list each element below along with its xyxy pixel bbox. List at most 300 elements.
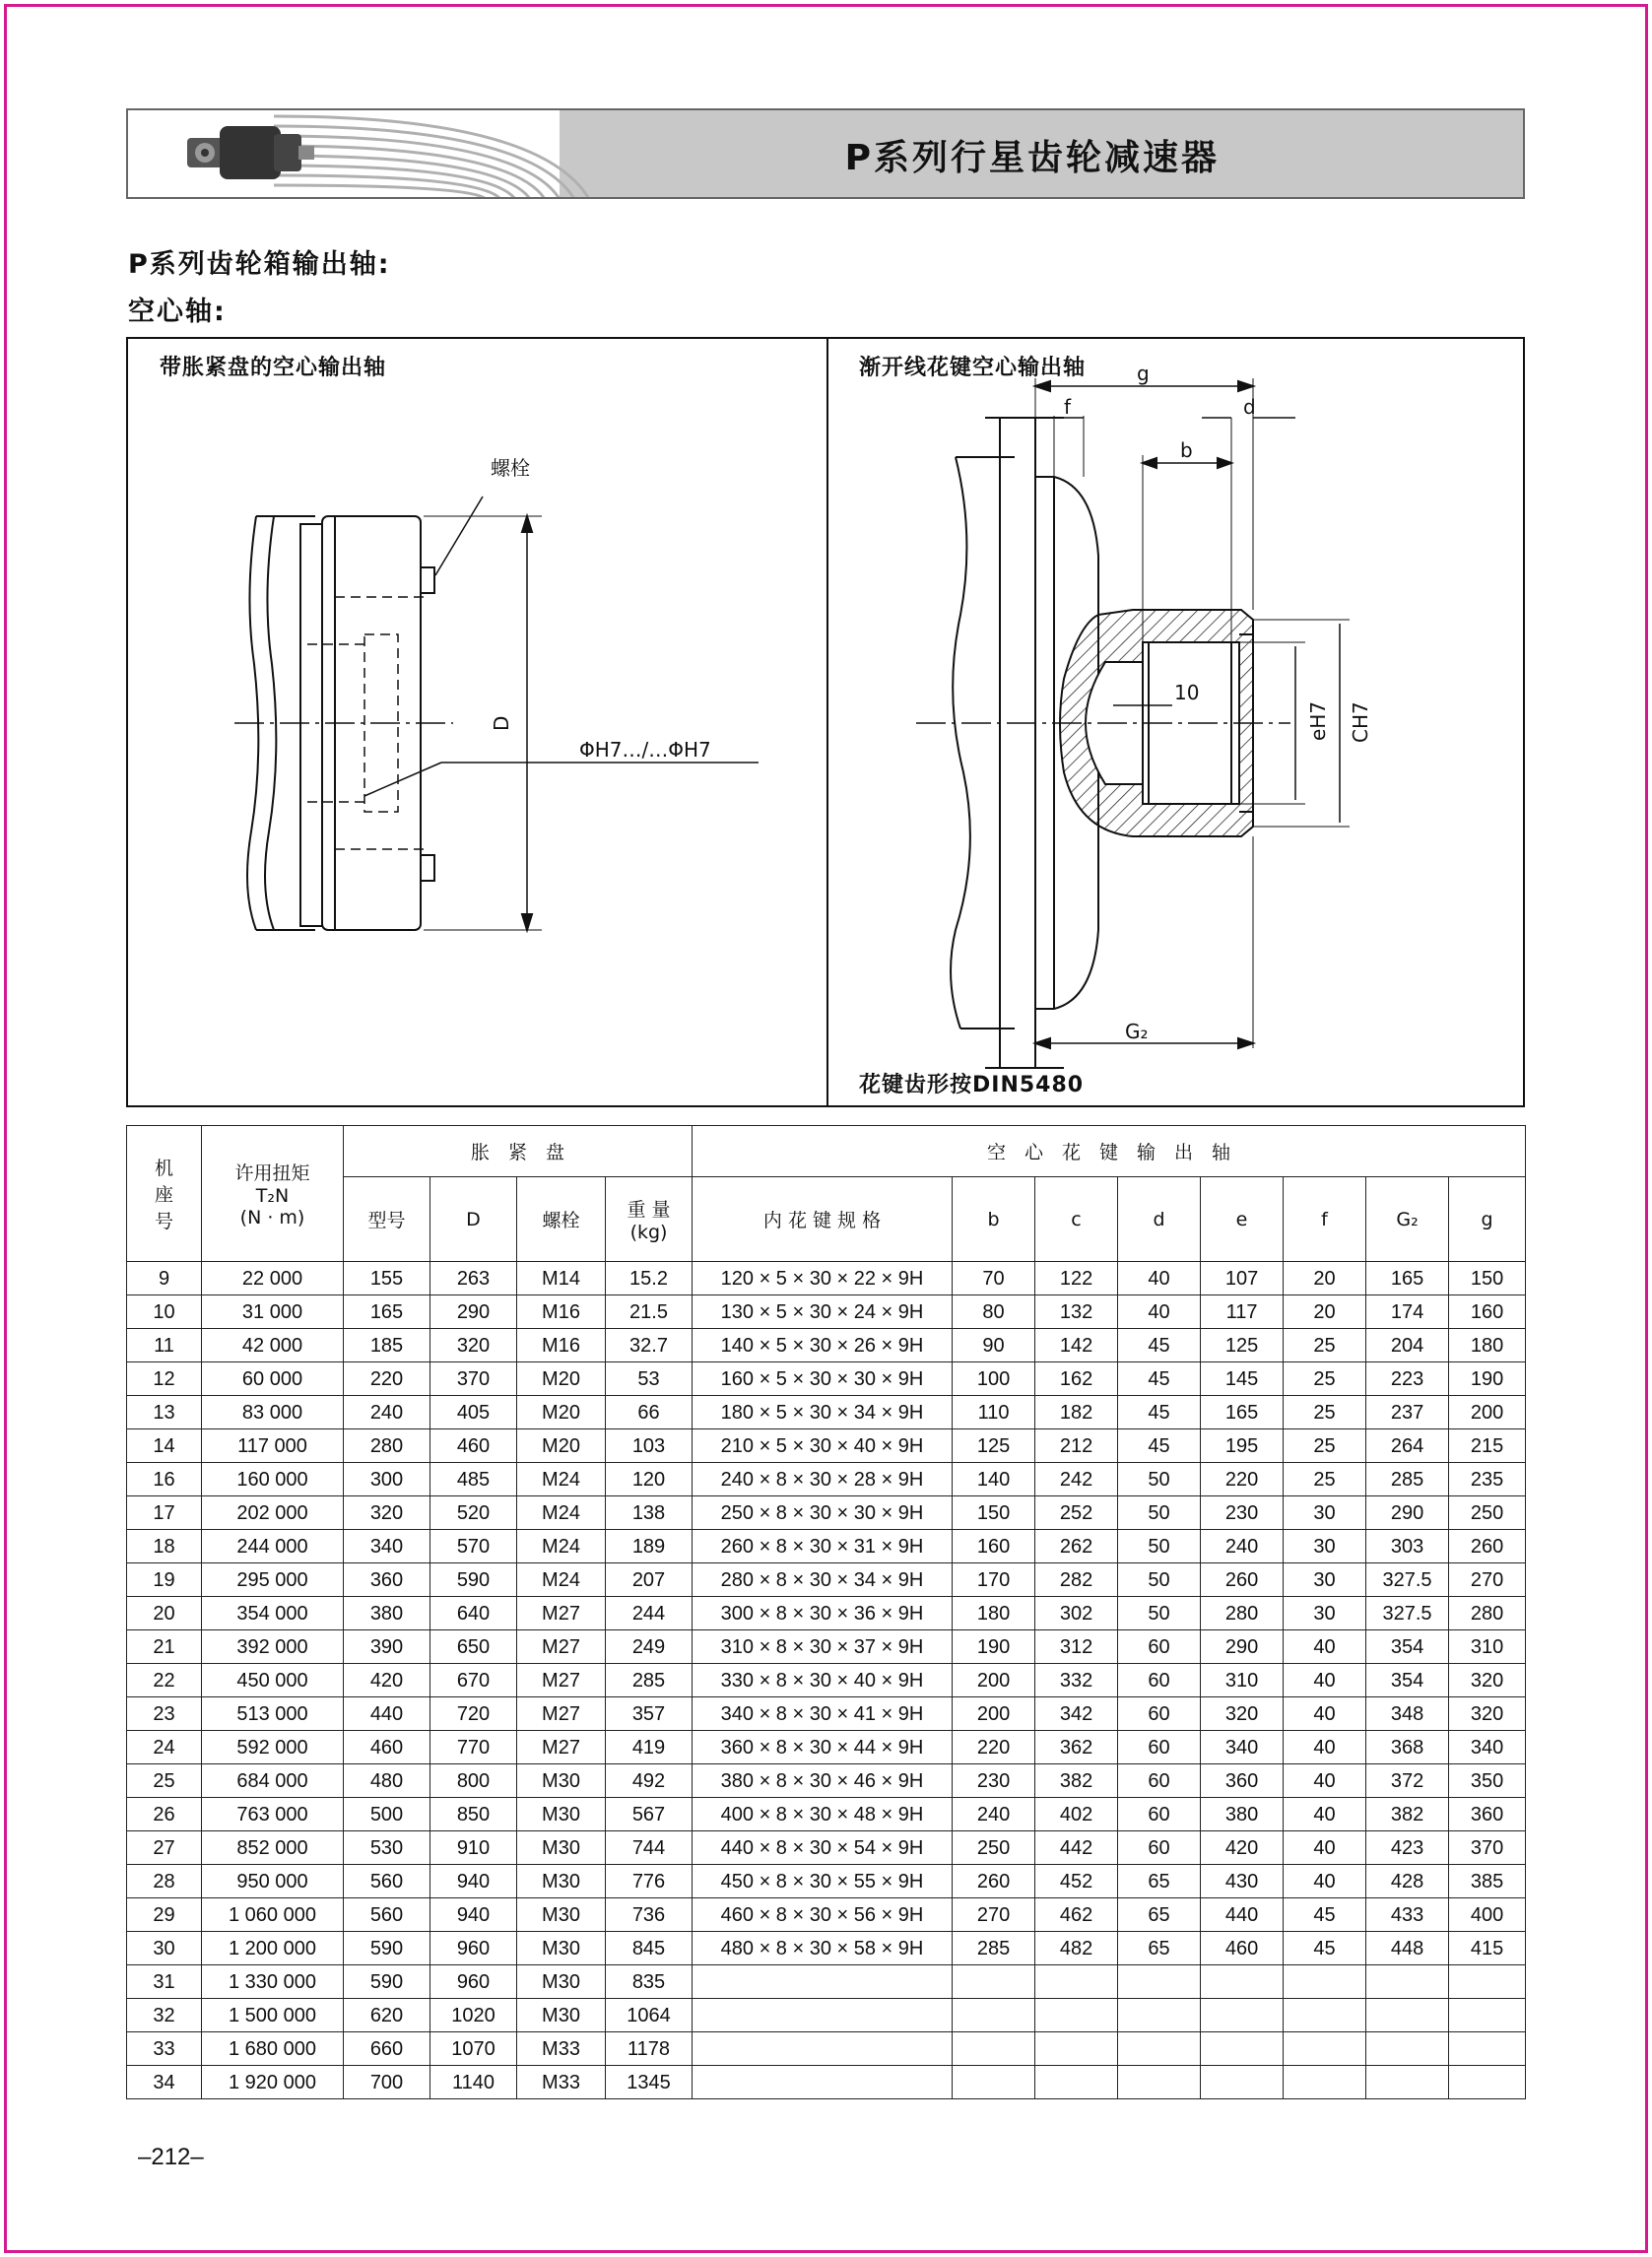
- table-cell: 25: [1284, 1429, 1366, 1463]
- table-cell: 165: [1366, 1262, 1449, 1295]
- table-cell: 60 000: [202, 1362, 344, 1396]
- table-cell: 200: [1449, 1396, 1526, 1429]
- table-cell: 720: [430, 1697, 517, 1731]
- page-number: –212–: [138, 2144, 204, 2170]
- table-cell: M20: [517, 1362, 606, 1396]
- table-cell: 30: [1284, 1496, 1366, 1530]
- header-g2: G₂: [1366, 1177, 1449, 1262]
- table-cell: 440: [344, 1697, 430, 1731]
- table-cell: [1449, 2066, 1526, 2099]
- table-cell: 200: [953, 1697, 1035, 1731]
- table-cell: 240: [1201, 1530, 1284, 1563]
- table-cell: 190: [1449, 1362, 1526, 1396]
- table-cell: 500: [344, 1798, 430, 1831]
- table-cell: [1449, 1999, 1526, 2032]
- table-cell: 160: [1449, 1295, 1526, 1329]
- table-cell: 30: [127, 1932, 202, 1965]
- header-c: c: [1035, 1177, 1118, 1262]
- header-shrink-disc: 胀 紧 盘: [344, 1126, 693, 1177]
- table-cell: 100: [953, 1362, 1035, 1396]
- table-cell: 670: [430, 1664, 517, 1697]
- table-cell: 263: [430, 1262, 517, 1295]
- table-cell: 270: [953, 1898, 1035, 1932]
- table-cell: M20: [517, 1396, 606, 1429]
- table-cell: M30: [517, 1798, 606, 1831]
- table-cell: M14: [517, 1262, 606, 1295]
- table-cell: 80: [953, 1295, 1035, 1329]
- table-cell: 910: [430, 1831, 517, 1865]
- table-row: [127, 1932, 1526, 1965]
- table-cell: 320: [1449, 1664, 1526, 1697]
- table-cell: 440 × 8 × 30 × 54 × 9H: [693, 1831, 953, 1865]
- table-cell: 370: [430, 1362, 517, 1396]
- table-cell: [1449, 2032, 1526, 2066]
- table-cell: 170: [953, 1563, 1035, 1597]
- table-cell: 415: [1449, 1932, 1526, 1965]
- table-row: [127, 1295, 1526, 1329]
- table-cell: 250: [953, 1831, 1035, 1865]
- table-cell: 950 000: [202, 1865, 344, 1898]
- table-cell: 262: [1035, 1530, 1118, 1563]
- table-cell: [1035, 1999, 1118, 2032]
- table-cell: M30: [517, 1831, 606, 1865]
- table-cell: 450 × 8 × 30 × 55 × 9H: [693, 1865, 953, 1898]
- table-cell: 50: [1118, 1597, 1201, 1630]
- table-cell: 327.5: [1366, 1597, 1449, 1630]
- table-cell: M30: [517, 1898, 606, 1932]
- table-cell: [1118, 1965, 1201, 1999]
- table-row: [127, 1463, 1526, 1496]
- table-cell: 419: [606, 1731, 693, 1764]
- table-cell: 117 000: [202, 1429, 344, 1463]
- table-cell: 1 060 000: [202, 1898, 344, 1932]
- table-cell: M27: [517, 1630, 606, 1664]
- table-cell: 770: [430, 1731, 517, 1764]
- table-row: [127, 1630, 1526, 1664]
- table-cell: [1118, 1999, 1201, 2032]
- table-cell: 160: [953, 1530, 1035, 1563]
- table-cell: 150: [953, 1496, 1035, 1530]
- table-cell: [693, 2066, 953, 2099]
- table-cell: 204: [1366, 1329, 1449, 1362]
- table-cell: 180: [953, 1597, 1035, 1630]
- table-cell: 60: [1118, 1664, 1201, 1697]
- table-cell: 320: [430, 1329, 517, 1362]
- table-cell: 240 × 8 × 30 × 28 × 9H: [693, 1463, 953, 1496]
- table-cell: 650: [430, 1630, 517, 1664]
- table-cell: 30: [1284, 1530, 1366, 1563]
- table-cell: 312: [1035, 1630, 1118, 1664]
- table-cell: [1284, 1999, 1366, 2032]
- table-cell: 40: [1118, 1262, 1201, 1295]
- table-cell: 90: [953, 1329, 1035, 1362]
- table-cell: 360 × 8 × 30 × 44 × 9H: [693, 1731, 953, 1764]
- table-cell: 40: [1118, 1295, 1201, 1329]
- g-dimension-label: g: [1137, 362, 1150, 385]
- ten-dimension-label: 10: [1174, 681, 1200, 704]
- table-cell: 30: [1284, 1597, 1366, 1630]
- header-weight: 重 量 (kg): [606, 1177, 693, 1262]
- table-cell: 60: [1118, 1798, 1201, 1831]
- table-cell: 22 000: [202, 1262, 344, 1295]
- table-cell: 9: [127, 1262, 202, 1295]
- table-cell: 50: [1118, 1530, 1201, 1563]
- table-cell: 684 000: [202, 1764, 344, 1798]
- table-cell: M24: [517, 1530, 606, 1563]
- table-cell: [1284, 1965, 1366, 1999]
- table-cell: 120 × 5 × 30 × 22 × 9H: [693, 1262, 953, 1295]
- table-cell: 220: [1201, 1463, 1284, 1496]
- table-row: [127, 1965, 1526, 1999]
- table-cell: 162: [1035, 1362, 1118, 1396]
- table-cell: 300: [344, 1463, 430, 1496]
- table-cell: 45: [1118, 1429, 1201, 1463]
- table-cell: 482: [1035, 1932, 1118, 1965]
- table-row: [127, 1496, 1526, 1530]
- table-cell: 590: [430, 1563, 517, 1597]
- table-cell: 103: [606, 1429, 693, 1463]
- table-cell: [1201, 1999, 1284, 2032]
- table-cell: M30: [517, 1764, 606, 1798]
- section-title-output-shaft: P系列齿轮箱输出轴:: [128, 249, 391, 280]
- table-body: [127, 1262, 1526, 2099]
- table-cell: 244: [606, 1597, 693, 1630]
- table-cell: 390: [344, 1630, 430, 1664]
- table-cell: 260: [953, 1865, 1035, 1898]
- header-d: D: [430, 1177, 517, 1262]
- table-cell: [1284, 2032, 1366, 2066]
- table-cell: 150: [1449, 1262, 1526, 1295]
- table-cell: M27: [517, 1697, 606, 1731]
- table-cell: 40: [1284, 1630, 1366, 1664]
- table-cell: 423: [1366, 1831, 1449, 1865]
- table-cell: [953, 2032, 1035, 2066]
- table-cell: 185: [344, 1329, 430, 1362]
- table-cell: 13: [127, 1396, 202, 1429]
- table-cell: 65: [1118, 1898, 1201, 1932]
- table-cell: [1201, 1965, 1284, 1999]
- table-cell: 736: [606, 1898, 693, 1932]
- table-cell: 433: [1366, 1898, 1449, 1932]
- table-cell: 460: [344, 1731, 430, 1764]
- table-cell: 60: [1118, 1697, 1201, 1731]
- table-cell: M30: [517, 1932, 606, 1965]
- table-cell: 280: [1449, 1597, 1526, 1630]
- table-cell: 300 × 8 × 30 × 36 × 9H: [693, 1597, 953, 1630]
- table-cell: 340: [344, 1530, 430, 1563]
- table-cell: 180: [1449, 1329, 1526, 1362]
- table-row: [127, 1865, 1526, 1898]
- table-cell: 40: [1284, 1697, 1366, 1731]
- table-cell: 50: [1118, 1563, 1201, 1597]
- table-cell: 1140: [430, 2066, 517, 2099]
- table-cell: 620: [344, 1999, 430, 2032]
- header-bolt: 螺栓: [517, 1177, 606, 1262]
- table-cell: 182: [1035, 1396, 1118, 1429]
- table-cell: 428: [1366, 1865, 1449, 1898]
- header-band: [126, 108, 1525, 199]
- table-cell: 940: [430, 1898, 517, 1932]
- table-cell: 340: [1449, 1731, 1526, 1764]
- table-cell: 310: [1449, 1630, 1526, 1664]
- table-cell: 60: [1118, 1764, 1201, 1798]
- table-cell: 382: [1035, 1764, 1118, 1798]
- table-cell: 202 000: [202, 1496, 344, 1530]
- d-dimension-label: D: [490, 715, 513, 731]
- table-cell: 190: [953, 1630, 1035, 1664]
- table-cell: 189: [606, 1530, 693, 1563]
- table-cell: 220: [344, 1362, 430, 1396]
- table-cell: 370: [1449, 1831, 1526, 1865]
- table-cell: 442: [1035, 1831, 1118, 1865]
- gearbox-thumbnail-icon: [187, 126, 314, 179]
- table-cell: 282: [1035, 1563, 1118, 1597]
- table-cell: 310: [1201, 1664, 1284, 1697]
- table-cell: [953, 1999, 1035, 2032]
- table-cell: 212: [1035, 1429, 1118, 1463]
- table-cell: 45: [1118, 1362, 1201, 1396]
- dimensions-table: [126, 1125, 1526, 2099]
- table-cell: 250: [1449, 1496, 1526, 1530]
- table-cell: 590: [344, 1932, 430, 1965]
- table-cell: 290: [1201, 1630, 1284, 1664]
- table-cell: 260 × 8 × 30 × 31 × 9H: [693, 1530, 953, 1563]
- table-cell: M30: [517, 1865, 606, 1898]
- table-cell: 50: [1118, 1463, 1201, 1496]
- table-cell: 1178: [606, 2032, 693, 2066]
- table-cell: 380: [1201, 1798, 1284, 1831]
- table-cell: 460: [430, 1429, 517, 1463]
- table-cell: 452: [1035, 1865, 1118, 1898]
- fit-tolerance-label: ΦH7…/…ΦH7: [579, 738, 711, 762]
- table-cell: 125: [953, 1429, 1035, 1463]
- table-cell: M16: [517, 1329, 606, 1362]
- table-cell: 25: [127, 1764, 202, 1798]
- table-cell: 220: [953, 1731, 1035, 1764]
- table-cell: 845: [606, 1932, 693, 1965]
- table-cell: 448: [1366, 1932, 1449, 1965]
- table-row: [127, 1999, 1526, 2032]
- table-cell: 460: [1201, 1932, 1284, 1965]
- table-row: [127, 1597, 1526, 1630]
- table-cell: 20: [127, 1597, 202, 1630]
- table-cell: 145: [1201, 1362, 1284, 1396]
- table-cell: [693, 1965, 953, 1999]
- table-cell: 83 000: [202, 1396, 344, 1429]
- table-cell: 30: [1284, 1563, 1366, 1597]
- section-title-hollow-shaft: 空心轴:: [128, 297, 227, 327]
- table-cell: 763 000: [202, 1798, 344, 1831]
- table-cell: 20: [1284, 1262, 1366, 1295]
- table-cell: 70: [953, 1262, 1035, 1295]
- table-cell: 354: [1366, 1630, 1449, 1664]
- table-cell: 174: [1366, 1295, 1449, 1329]
- table-cell: 207: [606, 1563, 693, 1597]
- table-row: [127, 1764, 1526, 1798]
- diagram-right-caption: 渐开线花键空心输出轴: [859, 356, 1087, 380]
- table-row: [127, 1262, 1526, 1295]
- table-cell: 640: [430, 1597, 517, 1630]
- spline-standard-note: 花键齿形按DIN5480: [859, 1073, 1085, 1097]
- table-cell: 60: [1118, 1731, 1201, 1764]
- table-cell: 480: [344, 1764, 430, 1798]
- table-cell: M24: [517, 1496, 606, 1530]
- table-cell: 264: [1366, 1429, 1449, 1463]
- table-cell: 34: [127, 2066, 202, 2099]
- table-cell: 160 × 5 × 30 × 30 × 9H: [693, 1362, 953, 1396]
- table-cell: 195: [1201, 1429, 1284, 1463]
- table-cell: 400: [1449, 1898, 1526, 1932]
- table-cell: 382: [1366, 1798, 1449, 1831]
- table-cell: [693, 2032, 953, 2066]
- table-cell: 215: [1449, 1429, 1526, 1463]
- table-cell: 45: [1284, 1898, 1366, 1932]
- table-cell: 20: [1284, 1295, 1366, 1329]
- table-cell: 165: [344, 1295, 430, 1329]
- table-cell: 280 × 8 × 30 × 34 × 9H: [693, 1563, 953, 1597]
- table-cell: 130 × 5 × 30 × 24 × 9H: [693, 1295, 953, 1329]
- table-cell: 302: [1035, 1597, 1118, 1630]
- table-cell: 280: [344, 1429, 430, 1463]
- table-cell: 348: [1366, 1697, 1449, 1731]
- table-cell: 21.5: [606, 1295, 693, 1329]
- table-cell: 303: [1366, 1530, 1449, 1563]
- table-cell: [953, 1965, 1035, 1999]
- table-cell: M27: [517, 1731, 606, 1764]
- table-cell: [1284, 2066, 1366, 2099]
- table-cell: 53: [606, 1362, 693, 1396]
- table-cell: 260: [1449, 1530, 1526, 1563]
- table-cell: 700: [344, 2066, 430, 2099]
- table-cell: 16: [127, 1463, 202, 1496]
- table-cell: [1366, 1965, 1449, 1999]
- table-cell: [953, 2066, 1035, 2099]
- table-cell: 40: [1284, 1865, 1366, 1898]
- table-cell: 320: [344, 1496, 430, 1530]
- table-cell: 19: [127, 1563, 202, 1597]
- table-row: [127, 2066, 1526, 2099]
- table-cell: 368: [1366, 1731, 1449, 1764]
- table-cell: 530: [344, 1831, 430, 1865]
- bolt-label: 螺栓: [491, 456, 530, 480]
- table-cell: [1366, 1999, 1449, 2032]
- table-cell: 342: [1035, 1697, 1118, 1731]
- table-cell: 22: [127, 1664, 202, 1697]
- table-cell: [1366, 2066, 1449, 2099]
- table-cell: 32.7: [606, 1329, 693, 1362]
- table-cell: 332: [1035, 1664, 1118, 1697]
- table-cell: M33: [517, 2032, 606, 2066]
- table-cell: 242: [1035, 1463, 1118, 1496]
- table-cell: 32: [127, 1999, 202, 2032]
- table-cell: 852 000: [202, 1831, 344, 1865]
- table-cell: [1118, 2066, 1201, 2099]
- table-cell: 280: [1201, 1597, 1284, 1630]
- table-cell: 340 × 8 × 30 × 41 × 9H: [693, 1697, 953, 1731]
- table-cell: 29: [127, 1898, 202, 1932]
- table-cell: 360: [1449, 1798, 1526, 1831]
- table-cell: 590: [344, 1965, 430, 1999]
- f-dimension-label: f: [1064, 395, 1072, 419]
- table-row: [127, 1429, 1526, 1463]
- table-cell: 21: [127, 1630, 202, 1664]
- table-row: [127, 2032, 1526, 2066]
- table-cell: 485: [430, 1463, 517, 1496]
- table-cell: 140: [953, 1463, 1035, 1496]
- table-row: [127, 1731, 1526, 1764]
- table-cell: 400 × 8 × 30 × 48 × 9H: [693, 1798, 953, 1831]
- header-torque: 许用扭矩 T₂N (N · m): [202, 1126, 344, 1262]
- table-cell: 285: [953, 1932, 1035, 1965]
- shrink-disc-drawing: [128, 339, 826, 1105]
- table-row: [127, 1697, 1526, 1731]
- table-cell: 420: [344, 1664, 430, 1697]
- table-cell: 520: [430, 1496, 517, 1530]
- table-cell: 11: [127, 1329, 202, 1362]
- table-cell: 40: [1284, 1731, 1366, 1764]
- table-cell: 235: [1449, 1463, 1526, 1496]
- table-cell: 66: [606, 1396, 693, 1429]
- header-frame-size: 机 座 号: [127, 1126, 202, 1262]
- table-cell: 31: [127, 1965, 202, 1999]
- table-cell: 1 500 000: [202, 1999, 344, 2032]
- table-cell: 940: [430, 1865, 517, 1898]
- table-cell: 15.2: [606, 1262, 693, 1295]
- table-cell: 230: [1201, 1496, 1284, 1530]
- page-title: P系列行星齿轮减速器: [844, 138, 1220, 178]
- table-cell: 357: [606, 1697, 693, 1731]
- table-cell: 122: [1035, 1262, 1118, 1295]
- table-cell: [1366, 2032, 1449, 2066]
- table-cell: 1064: [606, 1999, 693, 2032]
- table-row: [127, 1396, 1526, 1429]
- table-cell: 570: [430, 1530, 517, 1563]
- table-row: [127, 1664, 1526, 1697]
- table-cell: 230: [953, 1764, 1035, 1798]
- ch7-dimension-label: CH7: [1349, 701, 1372, 743]
- table-cell: 45: [1284, 1932, 1366, 1965]
- page-header: [126, 108, 1525, 199]
- table-cell: 160 000: [202, 1463, 344, 1496]
- table-cell: 25: [1284, 1463, 1366, 1496]
- table-cell: 200: [953, 1664, 1035, 1697]
- table-cell: 25: [1284, 1362, 1366, 1396]
- table-cell: 513 000: [202, 1697, 344, 1731]
- table-cell: 360: [1201, 1764, 1284, 1798]
- header-spline-spec: 内 花 键 规 格: [693, 1177, 953, 1262]
- table-cell: 244 000: [202, 1530, 344, 1563]
- table-cell: 450 000: [202, 1664, 344, 1697]
- d-dimension-label: d: [1243, 395, 1256, 419]
- diagram-panel: [126, 337, 1525, 1107]
- table-cell: 142: [1035, 1329, 1118, 1362]
- table-cell: 354: [1366, 1664, 1449, 1697]
- table-cell: 155: [344, 1262, 430, 1295]
- table-cell: 240: [344, 1396, 430, 1429]
- table-cell: 1 680 000: [202, 2032, 344, 2066]
- table-cell: 132: [1035, 1295, 1118, 1329]
- table-cell: 117: [1201, 1295, 1284, 1329]
- table-cell: 210 × 5 × 30 × 40 × 9H: [693, 1429, 953, 1463]
- table-cell: 480 × 8 × 30 × 58 × 9H: [693, 1932, 953, 1965]
- table-cell: 492: [606, 1764, 693, 1798]
- table-cell: 107: [1201, 1262, 1284, 1295]
- table-cell: 140 × 5 × 30 × 26 × 9H: [693, 1329, 953, 1362]
- table-cell: 25: [1284, 1329, 1366, 1362]
- table-cell: 270: [1449, 1563, 1526, 1597]
- table-cell: 327.5: [1366, 1563, 1449, 1597]
- b-dimension-label: b: [1180, 438, 1193, 462]
